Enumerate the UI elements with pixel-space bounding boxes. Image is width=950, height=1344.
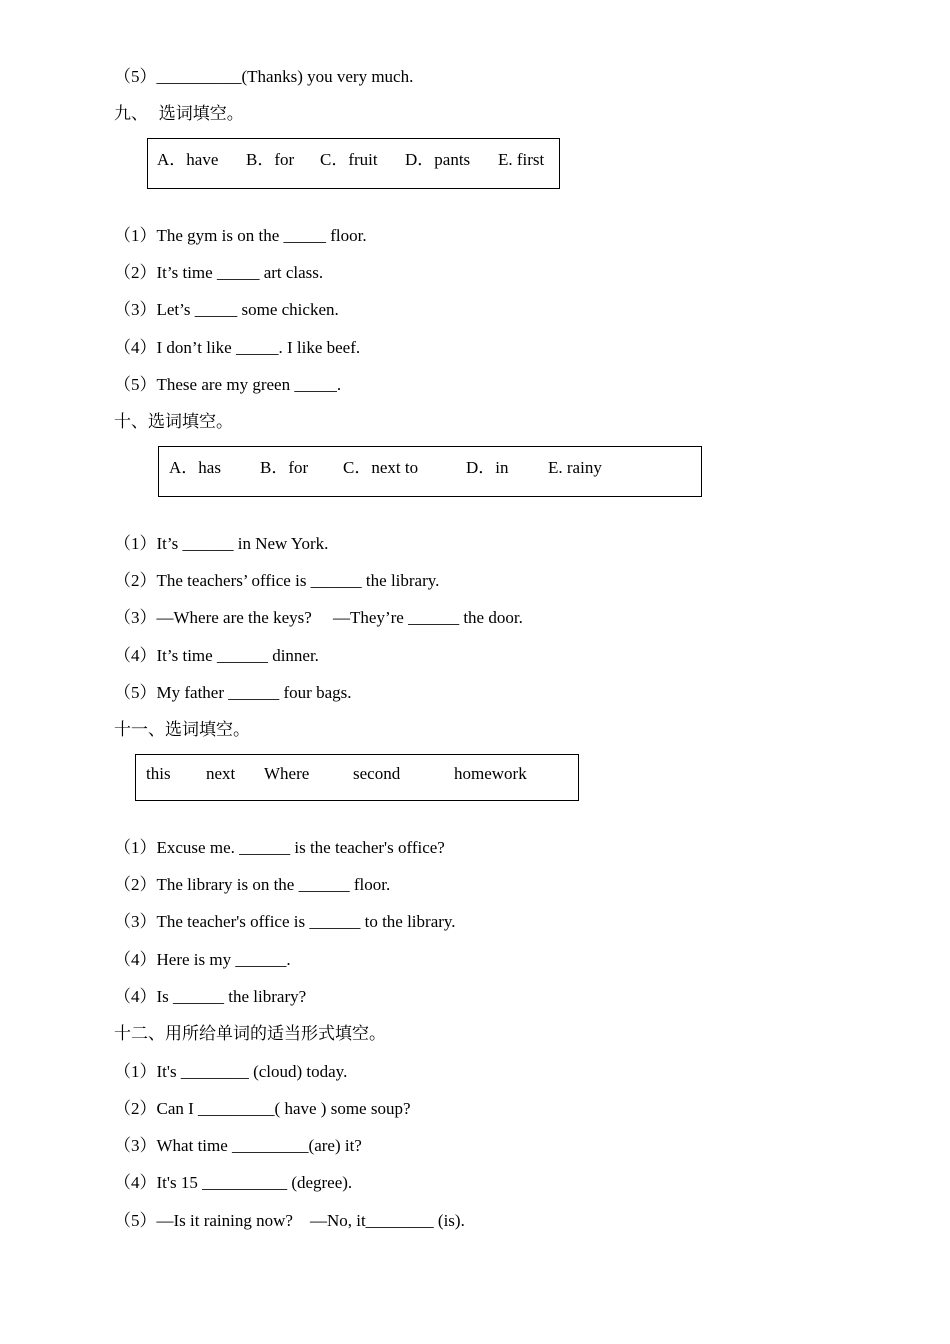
section-heading: 十一、选词填空。 xyxy=(114,720,250,740)
word-option: Where xyxy=(264,764,310,783)
question-line: （5）My father ______ four bags. xyxy=(114,683,352,702)
word-option: second xyxy=(353,764,401,783)
word-option: B．for xyxy=(260,458,309,477)
word-option: A．has xyxy=(169,458,221,477)
question-line: （5）These are my green _____. xyxy=(114,375,342,394)
word-bank-box xyxy=(135,754,579,801)
question-line: （3）The teacher's office is ______ to the library. xyxy=(114,912,456,931)
question-line: （5）__________(Thanks) you very much. xyxy=(114,67,414,86)
question-line: （4）It’s time ______ dinner. xyxy=(114,646,319,665)
question-line: （2）The library is on the ______ floor. xyxy=(114,875,391,894)
word-option: B．for xyxy=(246,150,295,169)
question-line: （3）What time _________(are) it? xyxy=(114,1136,362,1155)
word-option: C．next to xyxy=(343,458,419,477)
question-line: （4）It's 15 __________ (degree). xyxy=(114,1173,353,1192)
word-option: next xyxy=(206,764,236,783)
question-line: （1）The gym is on the _____ floor. xyxy=(114,226,367,245)
question-line: （2）The teachers’ office is ______ the library. xyxy=(114,571,440,590)
word-option: homework xyxy=(454,764,527,783)
question-line: （5）—Is it raining now? —No, it________ (is). xyxy=(114,1211,465,1230)
question-line: （1）It’s ______ in New York. xyxy=(114,534,329,553)
question-line: （3）—Where are the keys? —They’re ______ the door. xyxy=(114,608,523,627)
question-line: （4）Is ______ the library? xyxy=(114,987,307,1006)
question-line: （2）It’s time _____ art class. xyxy=(114,263,324,282)
word-option: E. rainy xyxy=(548,458,602,477)
word-option: A．have xyxy=(157,150,219,169)
question-line: （2）Can I _________( have ) some soup? xyxy=(114,1099,411,1118)
section-heading: 十、选词填空。 xyxy=(114,412,233,432)
question-line: （3）Let’s _____ some chicken. xyxy=(114,300,339,319)
question-line: （1）It's ________ (cloud) today. xyxy=(114,1062,348,1081)
section-heading: 十二、用所给单词的适当形式填空。 xyxy=(114,1024,386,1044)
word-option: this xyxy=(146,764,171,783)
word-option: D．in xyxy=(466,458,509,477)
word-option: D．pants xyxy=(405,150,471,169)
question-line: （4）Here is my ______. xyxy=(114,950,291,969)
section-heading: 九、 选词填空。 xyxy=(114,104,244,124)
word-bank-box xyxy=(147,138,560,189)
word-option: E. first xyxy=(498,150,545,169)
question-line: （4）I don’t like _____. I like beef. xyxy=(114,338,361,357)
question-line: （1）Excuse me. ______ is the teacher's office? xyxy=(114,838,445,857)
word-bank-box xyxy=(158,446,702,497)
word-option: C．fruit xyxy=(320,150,378,169)
